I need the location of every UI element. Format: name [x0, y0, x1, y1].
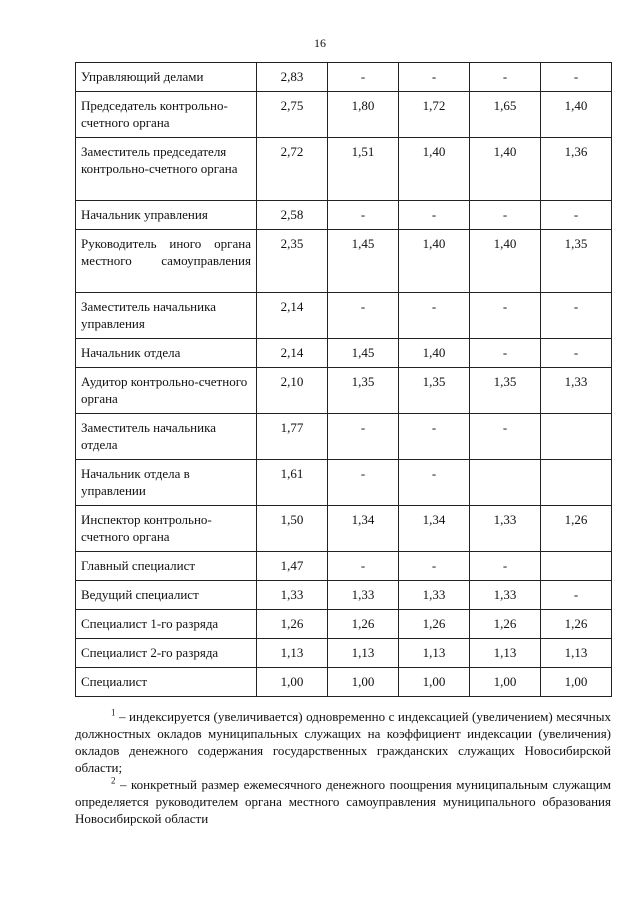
- coefficient-cell: -: [399, 552, 470, 581]
- coefficient-cell: 1,26: [399, 610, 470, 639]
- coefficient-cell: -: [470, 201, 541, 230]
- position-cell: Начальник управления: [76, 201, 257, 230]
- coefficient-cell: 1,26: [470, 610, 541, 639]
- coefficient-cell: 2,75: [257, 92, 328, 138]
- coefficient-cell: 1,47: [257, 552, 328, 581]
- position-cell: Заместитель начальника отдела: [76, 414, 257, 460]
- position-cell: Специалист 2-го разряда: [76, 639, 257, 668]
- coefficient-cell: 1,45: [328, 339, 399, 368]
- coefficient-cell: 1,34: [399, 506, 470, 552]
- position-cell: Заместитель начальника управления: [76, 293, 257, 339]
- coefficient-cell: -: [470, 414, 541, 460]
- table-row: [76, 230, 612, 293]
- position-cell: Начальник отдела: [76, 339, 257, 368]
- coefficient-cell: -: [328, 460, 399, 506]
- footnote-2: [75, 776, 611, 827]
- coefficient-cell: 1,26: [257, 610, 328, 639]
- coefficient-cell: [541, 552, 612, 581]
- coefficient-cell: 2,14: [257, 293, 328, 339]
- table-row: [76, 581, 612, 610]
- coefficient-cell: -: [470, 552, 541, 581]
- coefficient-cell: 1,26: [328, 610, 399, 639]
- footnotes: [75, 708, 611, 827]
- coefficient-cell: 1,50: [257, 506, 328, 552]
- position-cell: Заместитель председателя контрольно-счетного органа: [76, 138, 257, 201]
- coefficient-cell: 1,36: [541, 138, 612, 201]
- coefficient-cell: 1,77: [257, 414, 328, 460]
- coefficient-cell: [541, 460, 612, 506]
- coefficient-cell: 1,13: [257, 639, 328, 668]
- footnote-1-text: – индексируется (увеличивается) одновременно с индексацией (увеличением) месячных должностных окладов муниципальных служащих на коэффициент индексации (увеличения) окладов денежного содержания государственных гражданских служащих Новосибирской области;: [75, 709, 611, 775]
- coefficient-cell: 1,40: [399, 138, 470, 201]
- coefficient-cell: 1,40: [470, 230, 541, 293]
- coefficient-cell: 1,40: [399, 339, 470, 368]
- coefficient-cell: 1,13: [470, 639, 541, 668]
- table-row: [76, 339, 612, 368]
- position-cell: Главный специалист: [76, 552, 257, 581]
- position-cell: Специалист: [76, 668, 257, 697]
- coefficient-cell: 1,00: [257, 668, 328, 697]
- coefficient-cell: 1,13: [399, 639, 470, 668]
- position-cell: Председатель контрольно-счетного органа: [76, 92, 257, 138]
- footnote-1: [75, 708, 611, 776]
- coefficient-cell: 1,51: [328, 138, 399, 201]
- coefficient-cell: -: [399, 460, 470, 506]
- coefficient-cell: 1,65: [470, 92, 541, 138]
- coefficient-cell: -: [541, 339, 612, 368]
- salary-coefficient-table: [75, 62, 612, 697]
- position-cell: Руководитель иного органа местного самоуправления: [76, 230, 257, 293]
- table-row: [76, 460, 612, 506]
- coefficient-cell: -: [541, 201, 612, 230]
- coefficient-cell: 1,33: [470, 506, 541, 552]
- coefficient-cell: -: [541, 63, 612, 92]
- table-row: [76, 610, 612, 639]
- coefficient-cell: 2,72: [257, 138, 328, 201]
- table-row: [76, 293, 612, 339]
- coefficient-cell: -: [399, 293, 470, 339]
- coefficient-cell: 1,40: [541, 92, 612, 138]
- coefficient-cell: -: [399, 201, 470, 230]
- position-cell: Аудитор контрольно-счетного органа: [76, 368, 257, 414]
- coefficient-cell: 2,35: [257, 230, 328, 293]
- coefficient-cell: 1,40: [470, 138, 541, 201]
- coefficient-cell: 1,33: [470, 581, 541, 610]
- coefficient-cell: -: [328, 293, 399, 339]
- table-row: [76, 368, 612, 414]
- position-cell: Управляющий делами: [76, 63, 257, 92]
- coefficient-cell: 1,33: [541, 368, 612, 414]
- table-body: [76, 63, 612, 697]
- coefficient-cell: -: [328, 63, 399, 92]
- position-cell: Специалист 1-го разряда: [76, 610, 257, 639]
- table-row: [76, 138, 612, 201]
- position-cell: Ведущий специалист: [76, 581, 257, 610]
- coefficient-cell: 1,33: [257, 581, 328, 610]
- coefficient-cell: 1,80: [328, 92, 399, 138]
- coefficient-cell: 1,13: [328, 639, 399, 668]
- table-row: [76, 639, 612, 668]
- coefficient-cell: 1,00: [470, 668, 541, 697]
- coefficient-cell: -: [328, 414, 399, 460]
- position-cell: Инспектор контрольно-счетного органа: [76, 506, 257, 552]
- footnote-2-mark: 2: [111, 775, 116, 786]
- table-row: [76, 63, 612, 92]
- position-cell: Начальник отдела в управлении: [76, 460, 257, 506]
- coefficient-cell: 1,40: [399, 230, 470, 293]
- table-row: [76, 92, 612, 138]
- coefficient-cell: -: [470, 293, 541, 339]
- coefficient-cell: 2,10: [257, 368, 328, 414]
- coefficient-cell: 1,00: [399, 668, 470, 697]
- page-number: 16: [314, 36, 326, 50]
- coefficient-cell: 2,83: [257, 63, 328, 92]
- coefficient-cell: -: [399, 414, 470, 460]
- coefficient-cell: [470, 460, 541, 506]
- coefficient-cell: 1,13: [541, 639, 612, 668]
- coefficient-cell: -: [328, 201, 399, 230]
- coefficient-cell: 1,26: [541, 610, 612, 639]
- coefficient-cell: 1,35: [541, 230, 612, 293]
- coefficient-cell: 1,61: [257, 460, 328, 506]
- coefficient-cell: -: [541, 293, 612, 339]
- coefficient-cell: 1,45: [328, 230, 399, 293]
- footnote-2-text: – конкретный размер ежемесячного денежного поощрения муниципальным служащим определяется руководителем органа местного самоуправления муниципального образования Новосибирской области: [75, 777, 611, 826]
- coefficient-cell: 1,00: [328, 668, 399, 697]
- coefficient-cell: -: [399, 63, 470, 92]
- coefficient-cell: 1,34: [328, 506, 399, 552]
- coefficient-cell: -: [470, 63, 541, 92]
- coefficient-cell: 1,72: [399, 92, 470, 138]
- coefficient-cell: 1,33: [399, 581, 470, 610]
- coefficient-cell: 2,14: [257, 339, 328, 368]
- table-row: [76, 201, 612, 230]
- coefficient-cell: 1,26: [541, 506, 612, 552]
- coefficient-cell: 2,58: [257, 201, 328, 230]
- coefficient-cell: 1,35: [470, 368, 541, 414]
- footnote-1-mark: 1: [111, 707, 116, 718]
- table-row: [76, 414, 612, 460]
- coefficient-cell: -: [328, 552, 399, 581]
- table-row: [76, 506, 612, 552]
- coefficient-cell: -: [541, 581, 612, 610]
- coefficient-cell: -: [470, 339, 541, 368]
- table-row: [76, 552, 612, 581]
- coefficient-cell: 1,33: [328, 581, 399, 610]
- coefficient-cell: [541, 414, 612, 460]
- coefficient-cell: 1,00: [541, 668, 612, 697]
- table-row: [76, 668, 612, 697]
- coefficient-cell: 1,35: [328, 368, 399, 414]
- coefficient-cell: 1,35: [399, 368, 470, 414]
